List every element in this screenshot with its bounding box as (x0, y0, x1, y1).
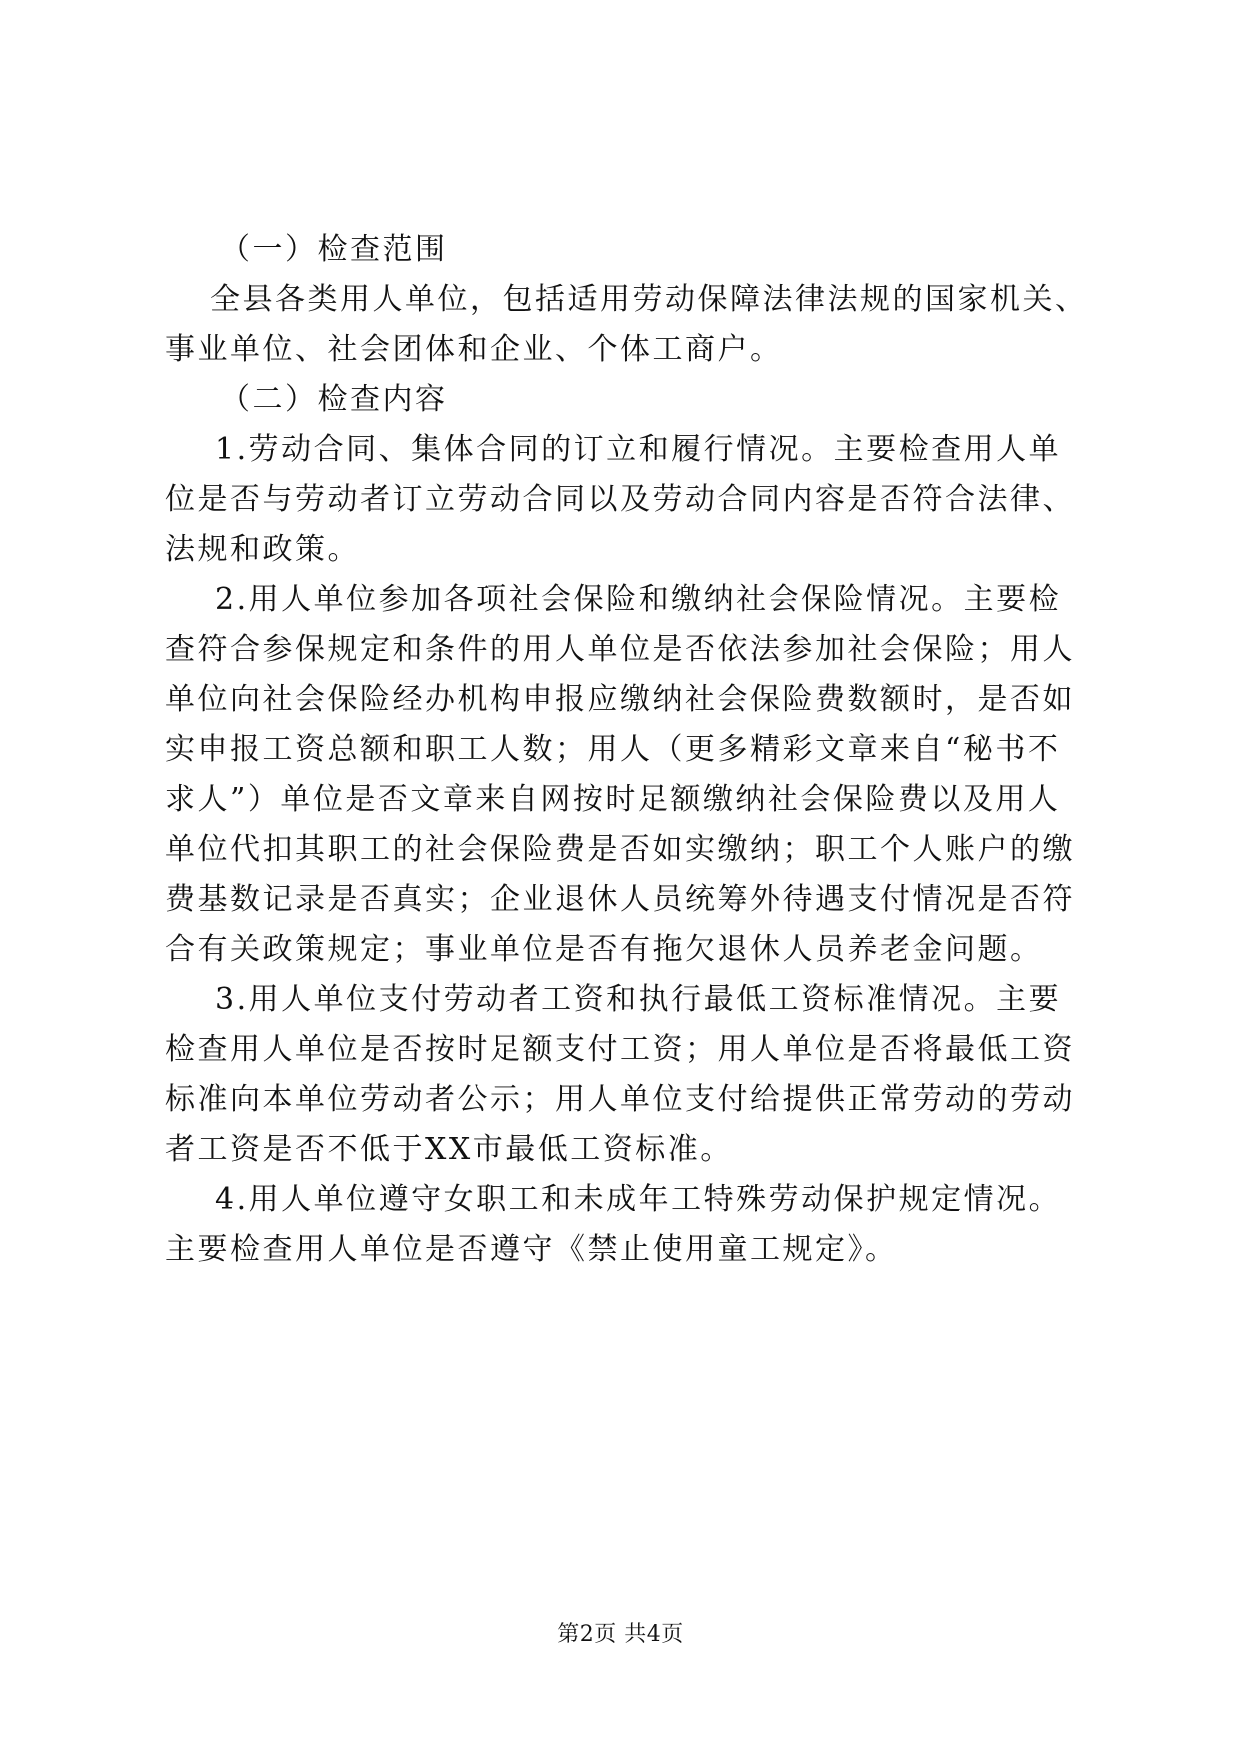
paragraph-line: 费基数记录是否真实；企业退休人员统筹外待遇支付情况是否符 (165, 882, 1075, 917)
paragraph-line: 合有关政策规定；事业单位是否有拖欠退休人员养老金问题。 (165, 932, 1043, 967)
paragraph-line: 事业单位、社会团体和企业、个体工商户。 (165, 332, 783, 367)
paragraph-line: 位是否与劳动者订立劳动合同以及劳动合同内容是否符合法律、 (165, 482, 1075, 517)
paragraph-line: 单位代扣其职工的社会保险费是否如实缴纳；职工个人账户的缴 (165, 832, 1075, 867)
paragraph-line: 法规和政策。 (165, 532, 360, 567)
paragraph-line: 查符合参保规定和条件的用人单位是否依法参加社会保险；用人 (165, 632, 1075, 667)
paragraph-line: 求人”）单位是否文章来自网按时足额缴纳社会保险费以及用人 (165, 782, 1061, 817)
section-heading-scope: （一）检查范围 (220, 232, 448, 267)
page-number-footer: 第2页 共4页 (557, 1622, 684, 1647)
paragraph-line: 检查用人单位是否按时足额支付工资；用人单位是否将最低工资 (165, 1032, 1075, 1067)
paragraph-line: 主要检查用人单位是否遵守《禁止使用童工规定》。 (165, 1232, 898, 1267)
paragraph-line: 全县各类用人单位，包括适用劳动保障法律法规的国家机关、 (210, 282, 1088, 317)
paragraph-line: 1.劳动合同、集体合同的订立和履行情况。主要检查用人单 (215, 432, 1062, 467)
paragraph-line: 标准向本单位劳动者公示；用人单位支付给提供正常劳动的劳动 (165, 1082, 1075, 1117)
paragraph-line: 实申报工资总额和职工人数；用人（更多精彩文章来自“秘书不 (165, 732, 1061, 767)
document-body (165, 225, 1090, 1275)
paragraph-line: 单位向社会保险经办机构申报应缴纳社会保险费数额时，是否如 (165, 682, 1075, 717)
paragraph-line: 者工资是否不低于XX市最低工资标准。 (165, 1132, 733, 1167)
paragraph-line: 2.用人单位参加各项社会保险和缴纳社会保险情况。主要检 (215, 582, 1062, 617)
paragraph-line: 4.用人单位遵守女职工和未成年工特殊劳动保护规定情况。 (215, 1182, 1062, 1217)
section-heading-content: （二）检查内容 (220, 382, 448, 417)
paragraph-line: 3.用人单位支付劳动者工资和执行最低工资标准情况。主要 (215, 982, 1062, 1017)
